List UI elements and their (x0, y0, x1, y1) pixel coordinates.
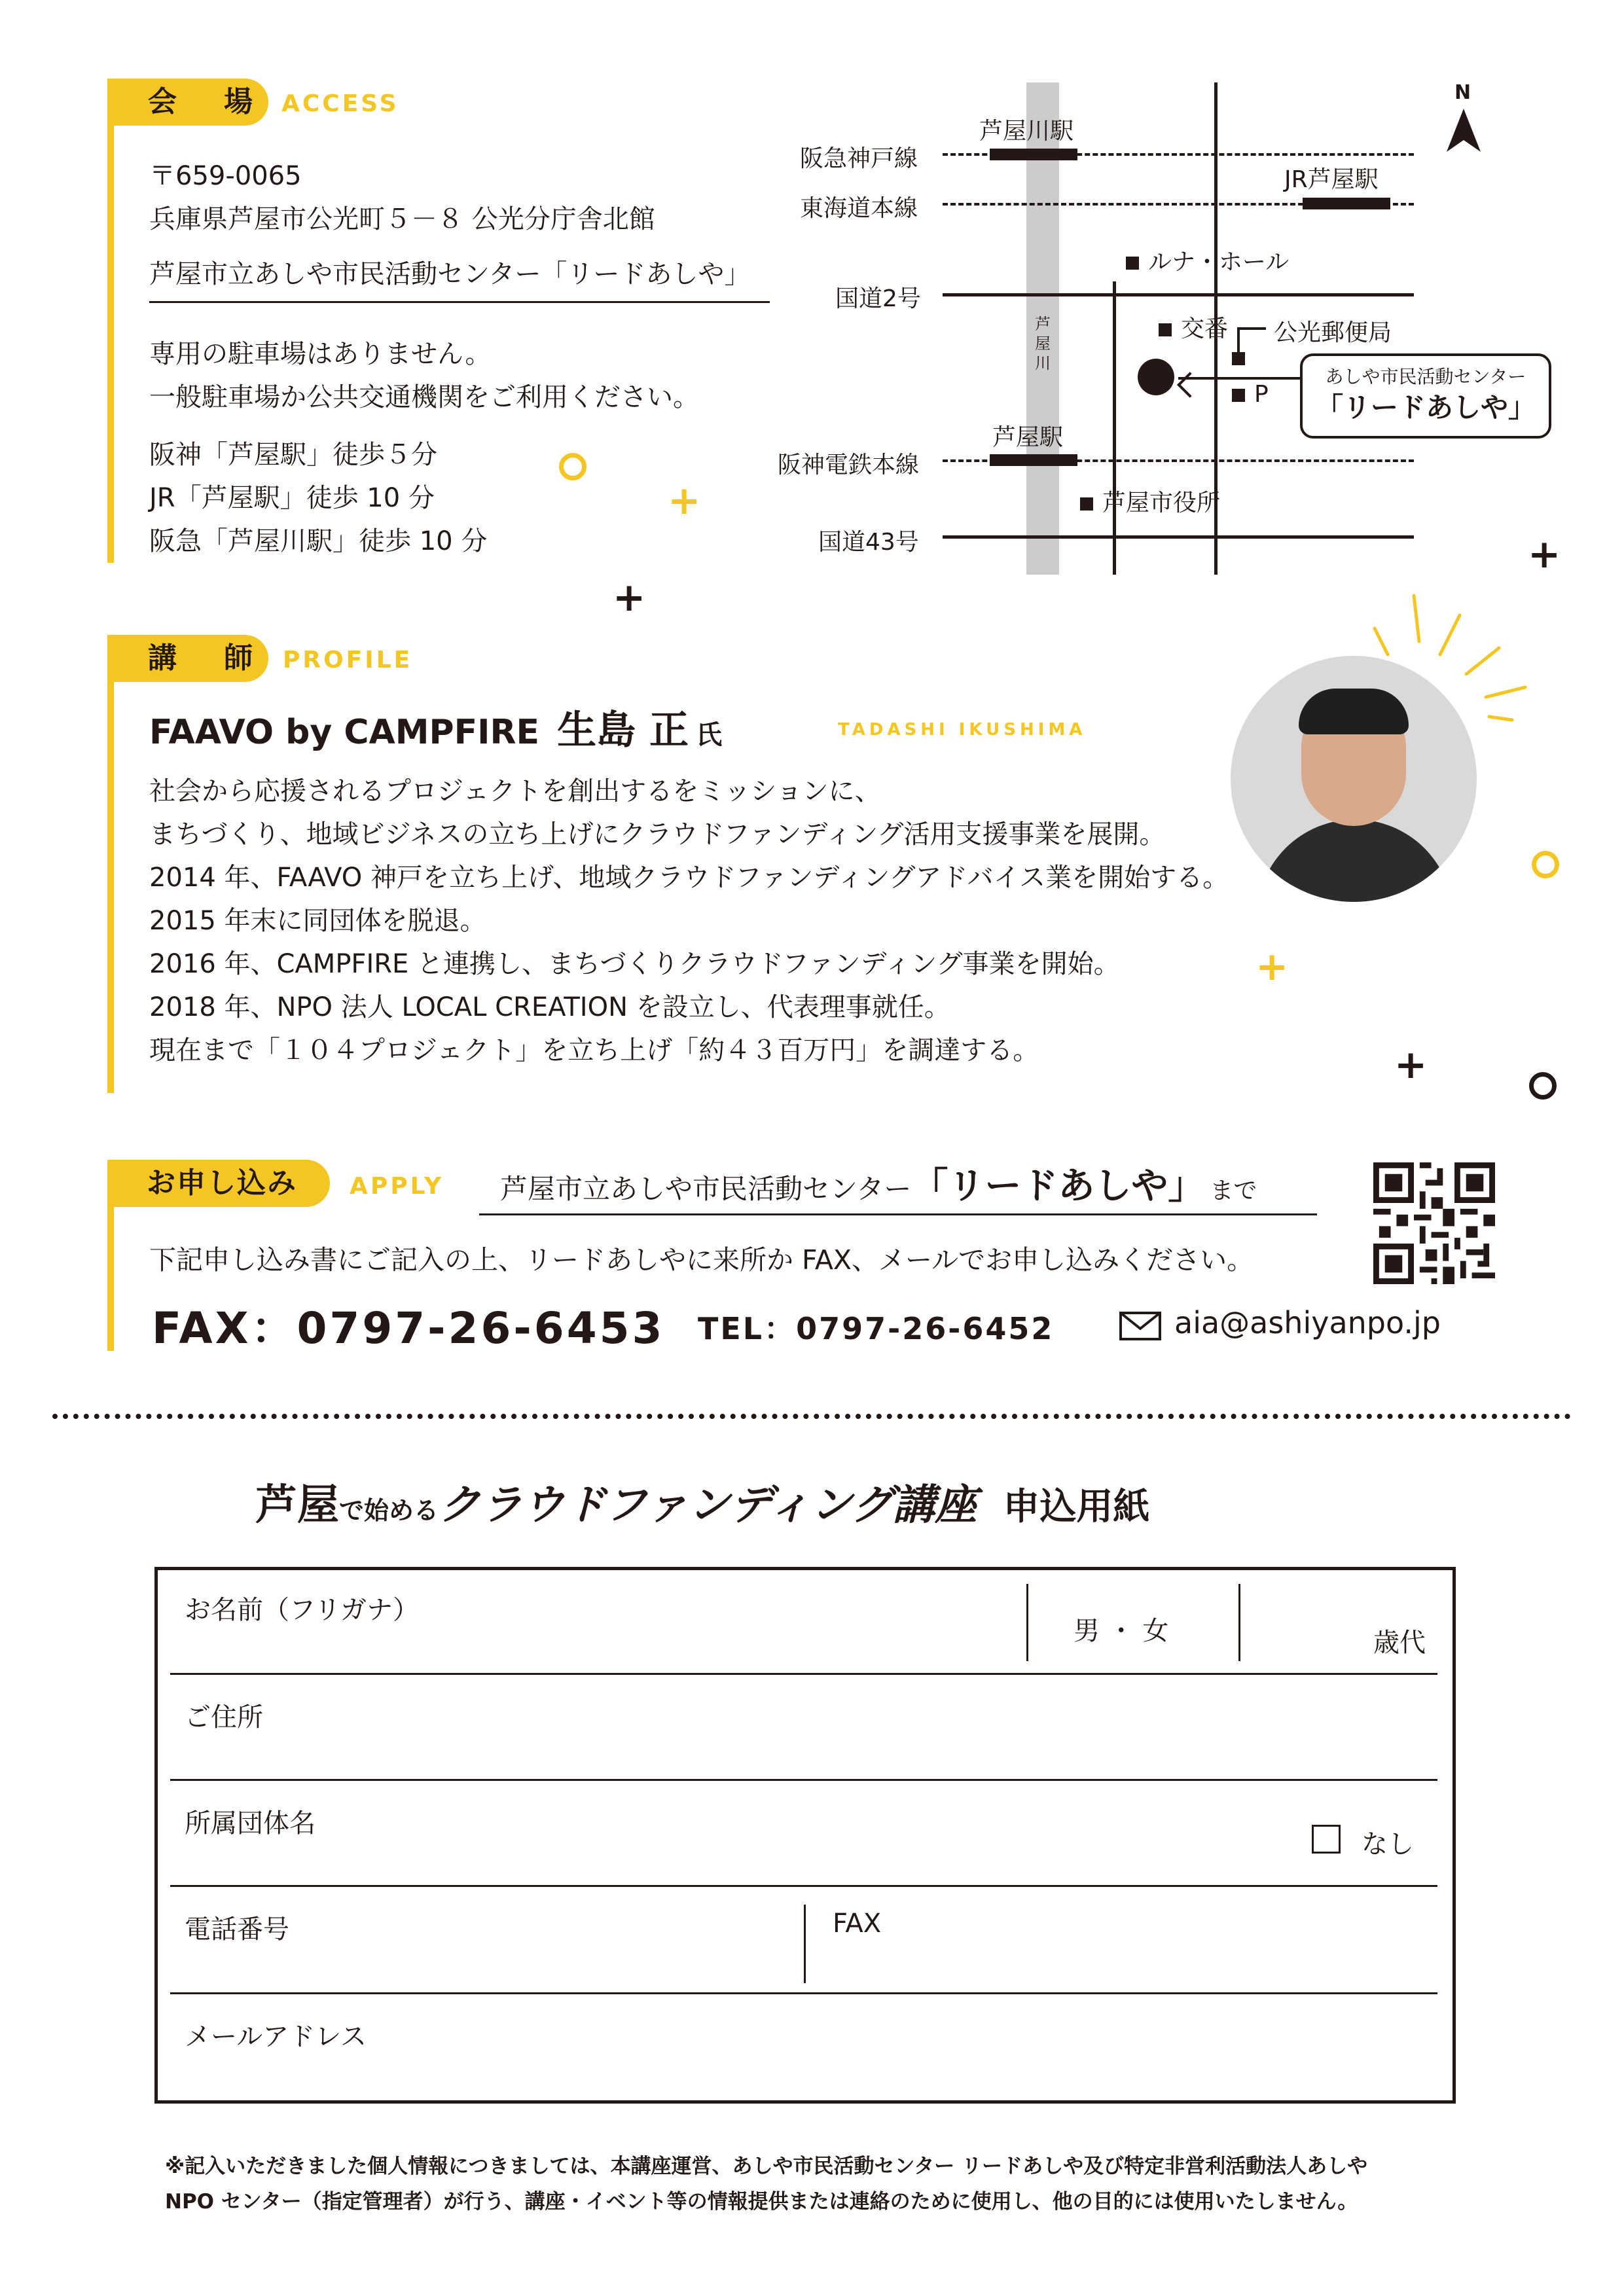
apply-dest-post: まで (1210, 1177, 1257, 1204)
profile-name-line (149, 699, 722, 755)
fax-label: FAX (833, 1909, 882, 1939)
north-label: N (1454, 81, 1471, 104)
apply-dest-pre: 芦屋市立あしや市民活動センター (500, 1173, 912, 1205)
landmark-koban: 交番 (1159, 310, 1228, 344)
route-hankyu: 阪急「芦屋川駅」徒歩 10 分 (149, 526, 488, 556)
form-title-ashiya: 芦屋 (255, 1481, 339, 1530)
mail-icon (1119, 1312, 1161, 1340)
name-label: お名前（フリガナ） (185, 1595, 419, 1625)
venue-pin (1138, 359, 1174, 395)
callout-small: あしや市民活動センター (1325, 366, 1526, 387)
bio-line: 現在まで「１０４プロジェクト」を立ち上げ「約４３百万円」を調達する。 (149, 1035, 1039, 1066)
profile-name-en: TADASHI IKUSHIMA (838, 720, 1087, 740)
bio-line: 2014 年、FAAVO 神戸を立ち上げ、地域クラウドファンディングアドバイス業を開始する。 (149, 863, 1229, 893)
apply-destination (500, 1157, 1257, 1210)
phone-label: 電話番号 (185, 1914, 289, 1945)
parking-note-1: 専用の駐車場はありません。 (149, 339, 492, 369)
landmark-luna-hall: ルナ・ホール (1126, 243, 1289, 277)
form-row-line (170, 1673, 1437, 1675)
form-row-line (170, 1885, 1437, 1887)
address: 兵庫県芦屋市公光町５－８ 公光分庁舎北館 (149, 204, 655, 234)
profile-en-label: PROFILE (283, 647, 413, 673)
station-hanshin-mark (990, 454, 1077, 466)
access-en-label: ACCESS (281, 90, 399, 117)
parking-note-2: 一般駐車場か公共交通機関をご利用ください。 (149, 382, 699, 412)
cut-line (52, 1414, 1571, 1419)
venue-callout (1300, 353, 1551, 439)
bio-line: 2015 年末に同団体を脱退。 (149, 906, 486, 936)
landmark-post-office: 公光郵便局 (1274, 319, 1392, 346)
apply-accent-bar (107, 1160, 114, 1351)
apply-instructions: 下記申し込み書にご記入の上、リードあしやに来所か FAX、メールでお申し込みください。 (149, 1244, 1254, 1276)
postal-code: 〒659-0065 (149, 161, 302, 191)
profile-honorific: 氏 (696, 720, 723, 750)
street (1113, 281, 1116, 575)
route-hanshin: 阪神「芦屋駅」徒歩５分 (149, 440, 437, 470)
landmark-square-icon (1080, 497, 1093, 511)
profile-name: 生島 正 (557, 708, 689, 753)
venue-name: 芦屋市立あしや市民活動センター「リードあしや」 (149, 259, 751, 289)
fax-input[interactable] (825, 1940, 1434, 1990)
qr-code (1373, 1162, 1495, 1284)
plus-icon: + (668, 478, 701, 524)
form-title-course: クラウドファンディング講座 (439, 1481, 977, 1530)
post-office-square (1232, 352, 1245, 365)
org-input[interactable] (170, 1834, 1270, 1884)
sunburst-icon (1362, 589, 1545, 733)
ring-icon (1532, 851, 1559, 878)
apply-tab: お申し込み (114, 1160, 330, 1207)
form-title (255, 1471, 1149, 1532)
callout-big: 「リードあしや」 (1315, 391, 1536, 423)
form-row-line (170, 1779, 1437, 1781)
gender-select[interactable]: 男 ・ 女 (1074, 1616, 1169, 1646)
ring-icon (1529, 1072, 1557, 1100)
road-route43 (943, 535, 1414, 539)
org-label: 所属団体名 (185, 1808, 316, 1839)
apply-en-label: APPLY (350, 1173, 444, 1200)
station-hanshin-label: 芦屋駅 (992, 424, 1064, 451)
plus-icon: + (1255, 944, 1289, 990)
email-label: メールアドレス (185, 2022, 367, 2052)
age-label: 歳代 (1373, 1628, 1426, 1658)
road-route2 (943, 293, 1414, 296)
access-tab: 会 場 (114, 79, 268, 126)
form-divider (1026, 1584, 1028, 1661)
form-title-de: で始める (339, 1496, 439, 1525)
route43-label: 国道43号 (818, 529, 919, 556)
bio-line: 2016 年、CAMPFIRE と連携し、まちづくりクラウドファンディング事業を開始。 (149, 949, 1120, 979)
venue-underline (149, 301, 770, 303)
line-hanshin-label: 阪神電鉄本線 (778, 452, 920, 478)
access-accent-bar (107, 79, 114, 563)
arrow-head-icon (1177, 372, 1203, 398)
address-label: ご住所 (185, 1702, 263, 1732)
fax-number: FAX：0797-26-6453 (152, 1303, 665, 1354)
line-tokaido-label: 東海道本線 (800, 195, 918, 222)
email-input[interactable] (170, 2047, 1434, 2093)
landmark-parking: P (1232, 381, 1269, 408)
form-row-line (170, 1992, 1437, 1994)
age-input[interactable] (1250, 1597, 1368, 1662)
plus-icon: + (1528, 531, 1561, 577)
privacy-note-1: ※記入いただきました個人情報につきましては、本講座運営、あしや市民活動センター リードあしや及び特定非営利活動法人あしや (165, 2155, 1368, 2178)
email-address[interactable]: aia@ashiyanpo.jp (1174, 1305, 1441, 1340)
ring-icon (559, 453, 586, 480)
profile-tab: 講 師 (114, 635, 268, 682)
station-jr-label: JR芦屋駅 (1284, 166, 1379, 193)
profile-accent-bar (107, 635, 114, 1093)
form-divider (1238, 1584, 1240, 1661)
landmark-city-hall: 芦屋市役所 (1080, 484, 1220, 518)
none-label: なし (1362, 1829, 1414, 1859)
apply-dest-name: 「リードあしや」 (911, 1165, 1205, 1208)
north-arrow-icon (1444, 109, 1483, 154)
tel-number: TEL：0797-26-6452 (698, 1311, 1055, 1346)
station-jr-mark (1303, 198, 1390, 209)
bio-line: まちづくり、地域ビジネスの立ち上げにクラウドファンディング活用支援事業を展開。 (149, 819, 1166, 850)
bio-line: 2018 年、NPO 法人 LOCAL CREATION を設立し、代表理事就任。 (149, 992, 950, 1022)
line-hankyu-label: 阪急神戸線 (800, 145, 918, 172)
bio-line: 社会から応援されるプロジェクトを創出するをミッションに、 (149, 776, 881, 806)
plus-icon: + (1394, 1042, 1428, 1088)
privacy-note-2: NPO センター（指定管理者）が行う、講座・イベント等の情報提供または連絡のために使用し、他の目的には使用いたしません。 (165, 2190, 1358, 2214)
river-label: 芦屋川 (1035, 315, 1051, 372)
route-jr: JR「芦屋駅」徒歩 10 分 (149, 483, 435, 513)
route2-label: 国道2号 (835, 285, 921, 312)
landmark-square-icon (1159, 323, 1172, 336)
profile-org: FAAVO by CAMPFIRE (149, 713, 540, 752)
profile-bio (149, 770, 1229, 1072)
apply-underline (479, 1213, 1317, 1215)
none-checkbox[interactable] (1312, 1825, 1341, 1854)
landmark-square-icon (1232, 389, 1245, 402)
station-ashiyagawa-mark (990, 149, 1077, 160)
name-input[interactable] (170, 1597, 1015, 1662)
form-title-form: 申込用紙 (1003, 1486, 1150, 1528)
address-input[interactable] (170, 1728, 1434, 1778)
plus-icon: + (613, 575, 646, 620)
portrait-body (1257, 819, 1453, 902)
landmark-square-icon (1126, 257, 1139, 270)
form-divider (804, 1905, 806, 1983)
station-ashiyagawa-label: 芦屋川駅 (979, 118, 1074, 145)
